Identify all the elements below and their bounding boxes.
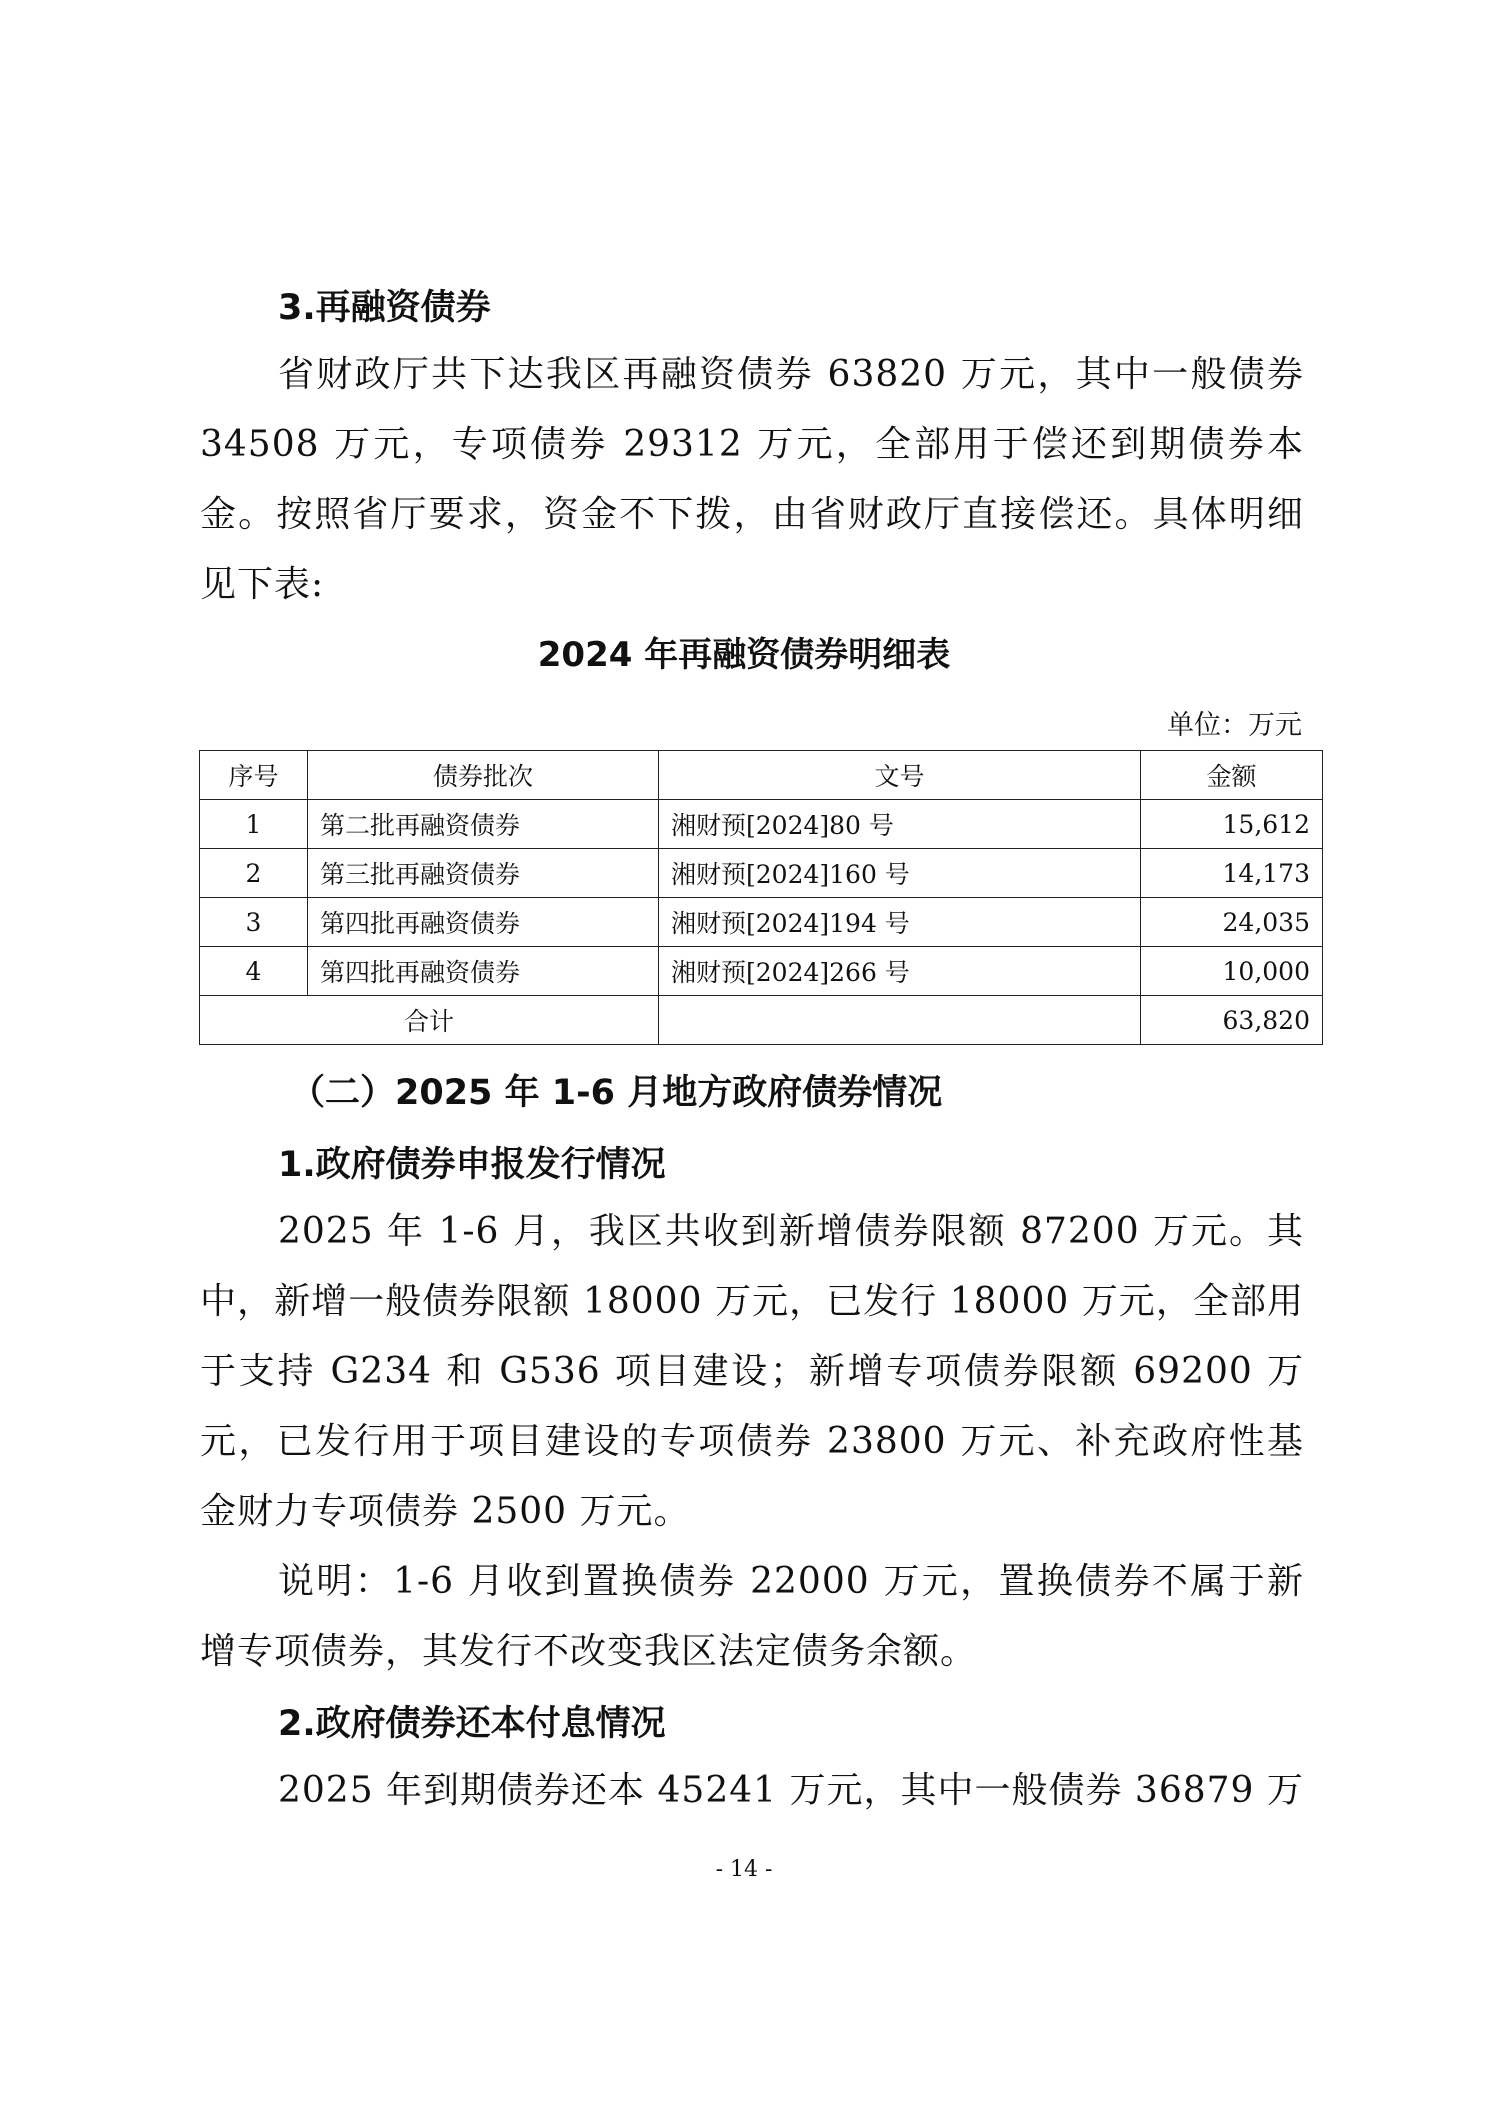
table-unit: 单位：万元 bbox=[1167, 710, 1302, 741]
row-batch: 第二批再融资债券 bbox=[308, 800, 659, 849]
refinancing-bond-table bbox=[199, 750, 1323, 1045]
row-doc: 湘财预[2024]194 号 bbox=[659, 898, 1141, 947]
total-label: 合计 bbox=[200, 996, 659, 1045]
row-amount: 10,000 bbox=[1141, 947, 1323, 996]
note-paragraph: 说明：1-6 月收到置换债券 22000 万元，置换债券不属于新增专项债券，其发行不改变我区法定债务余额。 bbox=[200, 1561, 1304, 1672]
row-amount: 15,612 bbox=[1141, 800, 1323, 849]
row-batch: 第四批再融资债券 bbox=[308, 947, 659, 996]
issuance-heading: 1.政府债券申报发行情况 bbox=[278, 1145, 666, 1185]
table-title: 2024 年再融资债券明细表 bbox=[537, 635, 951, 675]
header-amount: 金额 bbox=[1141, 751, 1323, 800]
row-amount: 24,035 bbox=[1141, 898, 1323, 947]
table-row bbox=[200, 898, 1323, 947]
repayment-paragraph: 2025 年到期债券还本 45241 万元，其中一般债券 36879 万 bbox=[278, 1770, 1304, 1811]
row-seq: 2 bbox=[200, 849, 308, 898]
row-doc: 湘财预[2024]160 号 bbox=[659, 849, 1141, 898]
table-total-row bbox=[200, 996, 1323, 1045]
row-doc: 湘财预[2024]266 号 bbox=[659, 947, 1141, 996]
total-doc bbox=[659, 996, 1141, 1045]
header-seq: 序号 bbox=[200, 751, 308, 800]
table-row bbox=[200, 800, 1323, 849]
header-batch: 债券批次 bbox=[308, 751, 659, 800]
table-row bbox=[200, 947, 1323, 996]
row-batch: 第四批再融资债券 bbox=[308, 898, 659, 947]
row-amount: 14,173 bbox=[1141, 849, 1323, 898]
table-row bbox=[200, 849, 1323, 898]
total-amount: 63,820 bbox=[1141, 996, 1323, 1045]
repayment-heading: 2.政府债券还本付息情况 bbox=[278, 1704, 666, 1744]
row-seq: 4 bbox=[200, 947, 308, 996]
part2-heading: （二）2025 年 1-6 月地方政府债券情况 bbox=[290, 1073, 943, 1113]
issuance-paragraph: 2025 年 1-6 月，我区共收到新增债券限额 87200 万元。其中，新增一般债券限额 18000 万元，已发行 18000 万元，全部用于支持 G234 和 G536 项目建设；新增专项债券限额 69200 万元，已发行用于项目建设的专项债券 23800 万元、补充政府性基金财力专项债券 2500 万元。 bbox=[200, 1211, 1304, 1532]
refinancing-heading: 3.再融资债券 bbox=[278, 288, 491, 328]
page-number: - 14 - bbox=[715, 1857, 773, 1882]
row-doc: 湘财预[2024]80 号 bbox=[659, 800, 1141, 849]
row-batch: 第三批再融资债券 bbox=[308, 849, 659, 898]
row-seq: 1 bbox=[200, 800, 308, 849]
refinancing-paragraph: 省财政厅共下达我区再融资债券 63820 万元，其中一般债券 34508 万元，专项债券 29312 万元，全部用于偿还到期债券本金。按照省厅要求，资金不下拨，由省财政厅直接偿还。具体明细见下表: bbox=[200, 354, 1304, 605]
header-doc: 文号 bbox=[659, 751, 1141, 800]
table-header-row bbox=[200, 751, 1323, 800]
row-seq: 3 bbox=[200, 898, 308, 947]
